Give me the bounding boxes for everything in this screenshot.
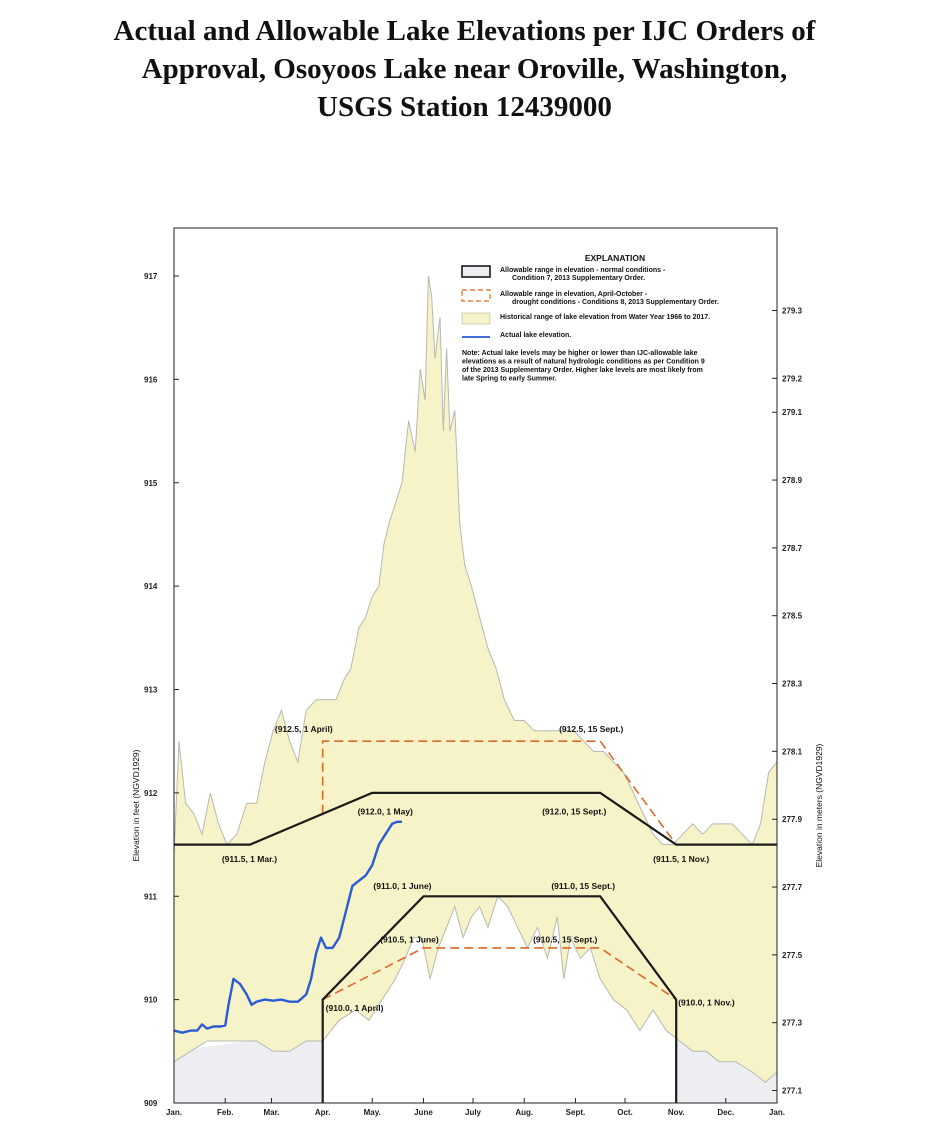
chart-title-line-3: USGS Station 12439000 xyxy=(317,91,612,123)
legend-note-line: elevations as a result of natural hydrologic conditions as per Condition 9 xyxy=(462,358,705,366)
y-left-tick-label: 917 xyxy=(144,272,158,281)
data-annotation: (912.0, 1 May) xyxy=(357,806,413,817)
legend-note-line: late Spring to early Summer. xyxy=(462,375,557,383)
x-tick-label: Jan. xyxy=(768,1108,786,1117)
x-tick-label: Dec. xyxy=(717,1108,735,1117)
legend-swatch-normal xyxy=(462,266,490,277)
x-tick-label: Feb. xyxy=(216,1108,234,1117)
y-left-tick-label: 913 xyxy=(144,685,158,695)
y-right-tick-label: 278.1 xyxy=(782,747,803,757)
y-right-tick-label: 277.3 xyxy=(782,1018,803,1028)
legend-heading: EXPLANATION xyxy=(584,253,646,263)
y-left-tick-label: 914 xyxy=(144,582,158,592)
data-annotation: (912.0, 15 Sept.) xyxy=(542,806,607,817)
y-right-tick-label: 277.1 xyxy=(782,1086,803,1096)
x-tick-label: Nov. xyxy=(667,1108,685,1117)
chart-title-line-1: Actual and Allowable Lake Elevations per IJC Orders of xyxy=(113,15,816,47)
y-right-tick-label: 279.2 xyxy=(782,374,803,384)
y-right-tick-label: 278.7 xyxy=(782,543,803,553)
y-left-tick-label: 915 xyxy=(144,478,158,488)
data-annotation: (910.5, 1 June) xyxy=(380,934,439,945)
y-left-tick-label: 910 xyxy=(144,995,158,1005)
legend-item-label: Actual lake elevation. xyxy=(500,332,572,339)
x-tick-label: Mar. xyxy=(263,1108,280,1117)
data-annotation: (910.0, 1 April) xyxy=(325,1002,384,1013)
plot-area xyxy=(174,276,777,1103)
data-annotation: (910.0, 1 Nov.) xyxy=(678,997,735,1008)
legend-swatch-historical xyxy=(462,313,490,324)
y-right-tick-label: 279.3 xyxy=(782,306,803,316)
y-left-axis-title: Elevation in feet (NGVD1929) xyxy=(131,749,141,862)
x-tick-label: July xyxy=(465,1108,482,1117)
x-tick-label: Oct. xyxy=(617,1108,633,1117)
data-annotation: (911.5, 1 Nov.) xyxy=(653,854,710,865)
legend-item-label: Allowable range in elevation, April-October - xyxy=(500,291,648,298)
y-right-tick-label: 277.7 xyxy=(782,883,803,893)
x-tick-label: Jan. xyxy=(165,1108,183,1117)
y-right-tick-label: 278.3 xyxy=(782,679,803,689)
data-annotation: (912.5, 1 April) xyxy=(274,723,333,734)
data-annotation: (911.0, 1 June) xyxy=(373,880,432,891)
legend-item-label-cont: Condition 7, 2013 Supplementary Order. xyxy=(512,275,646,282)
y-left-tick-label: 912 xyxy=(144,788,158,798)
x-tick-label: Aug. xyxy=(515,1108,534,1117)
y-right-axis-title: Elevation in meters (NGVD1929) xyxy=(814,743,824,868)
data-annotation: (912.5, 15 Sept.) xyxy=(559,723,624,734)
y-right-tick-label: 277.5 xyxy=(782,950,803,960)
legend-item-label: Historical range of lake elevation from Water Year 1966 to 2017. xyxy=(500,314,711,321)
legend-note-line: of the 2013 Supplementary Order. Higher lake levels are most likely from xyxy=(462,367,703,374)
y-left-tick-label: 911 xyxy=(144,892,157,902)
legend-note-line: Note: Actual lake levels may be higher or lower than IJC-allowable lake xyxy=(462,350,698,357)
data-annotation: (911.5, 1 Mar.) xyxy=(221,854,278,865)
historical-range-fill xyxy=(174,276,777,1082)
x-tick-label: Sept. xyxy=(565,1108,586,1117)
y-right-tick-label: 277.9 xyxy=(782,815,803,825)
y-right-tick-label: 278.9 xyxy=(782,476,803,486)
y-right-tick-label: 278.5 xyxy=(782,611,803,621)
data-annotation: (910.5, 15 Sept.) xyxy=(533,934,598,945)
x-tick-label: May. xyxy=(363,1108,381,1117)
legend-item-label: Allowable range in elevation - normal conditions - xyxy=(500,267,666,274)
data-annotation: (911.0, 15 Sept.) xyxy=(551,880,616,891)
x-tick-label: June xyxy=(414,1108,433,1117)
y-right-tick-label: 279.1 xyxy=(782,408,803,418)
y-left-tick-label: 909 xyxy=(144,1099,158,1108)
chart-title-line-2: Approval, Osoyoos Lake near Oroville, Washington, xyxy=(141,53,788,85)
legend-item-label-cont: drought conditions - Conditions 8, 2013 Supplementary Order. xyxy=(512,299,719,306)
y-left-tick-label: 916 xyxy=(144,375,158,385)
x-tick-label: Apr. xyxy=(314,1108,331,1117)
legend-swatch-drought xyxy=(462,290,490,301)
